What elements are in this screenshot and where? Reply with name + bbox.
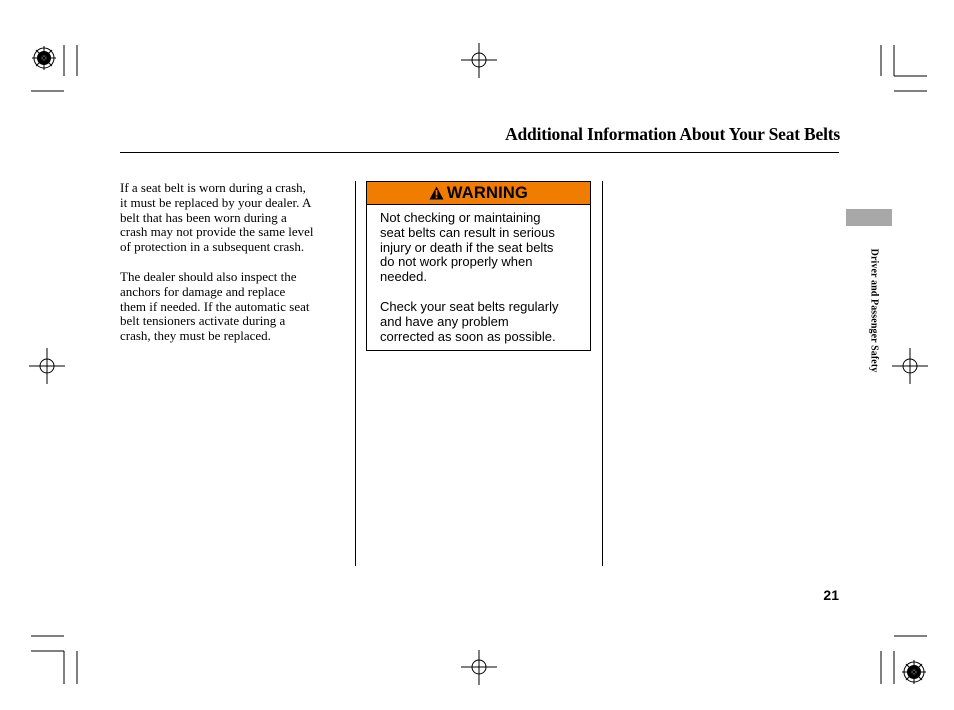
title-rule xyxy=(120,152,839,153)
text-line: crash may not provide the same level xyxy=(120,224,314,240)
warning-box xyxy=(366,181,591,351)
warning-header xyxy=(367,182,590,205)
text-line: crash, they must be replaced. xyxy=(120,328,271,344)
paragraph-dealer-inspection xyxy=(120,270,352,344)
section-tab xyxy=(846,209,892,226)
page-title: Additional Information About Your Seat Belts xyxy=(505,124,840,144)
text-line: belt tensioners activate during a xyxy=(120,313,286,329)
text-line: needed. xyxy=(380,269,427,285)
text-line: do not work properly when xyxy=(380,254,533,270)
text-line: of protection in a subsequent crash. xyxy=(120,239,305,255)
text-line: If a seat belt is worn during a crash, xyxy=(120,180,306,195)
text-line: injury or death if the seat belts xyxy=(380,239,554,255)
text-line: them if needed. If the automatic seat xyxy=(120,298,310,314)
text-line: Check your seat belts regularly xyxy=(380,299,559,314)
warning-triangle-icon xyxy=(429,186,444,200)
column-divider xyxy=(355,181,356,566)
warning-paragraph-advice xyxy=(380,300,580,344)
paragraph-belt-replacement xyxy=(120,181,352,255)
text-line: Not checking or maintaining xyxy=(380,210,541,225)
text-line: seat belts can result in serious xyxy=(380,224,555,240)
section-side-label: Driver and Passenger Safety xyxy=(868,248,880,373)
text-line: it must be replaced by your dealer. A xyxy=(120,194,312,210)
text-line: belt that has been worn during a xyxy=(120,209,287,225)
warning-paragraph-consequence xyxy=(380,211,580,285)
text-line: and have any problem xyxy=(380,313,509,329)
column-divider xyxy=(602,181,603,566)
text-line: anchors for damage and replace xyxy=(120,283,286,299)
text-line: corrected as soon as possible. xyxy=(380,328,556,344)
warning-heading: WARNING xyxy=(446,183,529,202)
page-number: 21 xyxy=(823,587,839,603)
text-line: The dealer should also inspect the xyxy=(120,269,297,284)
